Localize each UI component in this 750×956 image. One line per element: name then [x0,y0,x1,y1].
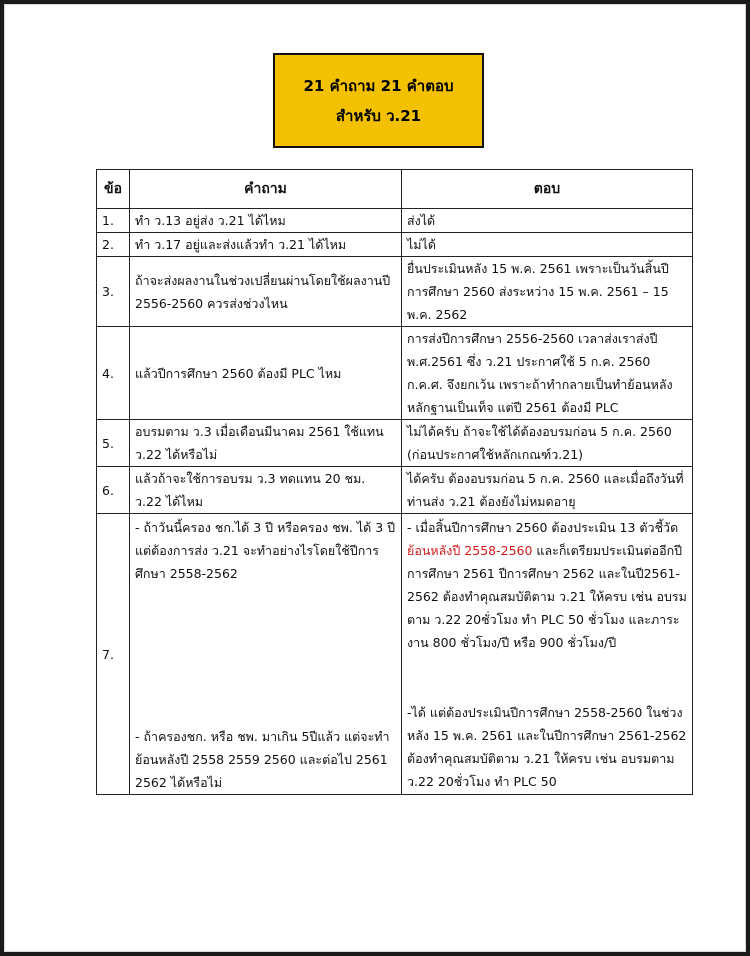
row-question [130,514,402,795]
row-number: 6. [97,467,130,514]
row-number: 5. [97,420,130,467]
answer-part-1 [407,516,687,654]
row-question: แล้วปีการศึกษา 2560 ต้องมี PLC ไหม [130,327,402,420]
row-number: 3. [97,257,130,327]
table-row [97,233,693,257]
row-number: 7. [97,514,130,795]
header-question: คำถาม [130,170,402,209]
row-answer: การส่งปีการศึกษา 2556-2560 เวลาส่งเราส่งปี พ.ศ.2561 ซึ่ง ว.21 ประกาศใช้ 5 ก.ค. 2560 ก.ค.ศ. จึงยกเว้น เพราะถ้าทำกลายเป็นทำย้อนหลังหลักฐานเป็นเท็จ แต่ปี 2561 ต้องมี PLC [402,327,693,420]
table-row [97,467,693,514]
title-box [273,53,484,148]
table-row [97,257,693,327]
table-row [97,209,693,233]
table-row [97,514,693,795]
row-number: 4. [97,327,130,420]
row-answer: ยื่นประเมินหลัง 15 พ.ค. 2561 เพราะเป็นวันสิ้นปีการศึกษา 2560 ส่งระหว่าง 15 พ.ค. 2561 – 15 พ.ค. 2562 [402,257,693,327]
row-answer [402,514,693,795]
spacer [407,654,687,701]
row-answer: ได้ครับ ต้องอบรมก่อน 5 ก.ค. 2560 และเมื่อถึงวันที่ท่านส่ง ว.21 ต้องยังไม่หมดอายุ [402,467,693,514]
row-answer: ไม่ได้ [402,233,693,257]
answer-text: - เมื่อสิ้นปีการศึกษา 2560 ต้องประเมิน 13 ตัวชี้วัด [407,520,679,535]
row-question: อบรมตาม ว.3 เมื่อเดือนมีนาคม 2561 ใช้แทน ว.22 ได้หรือไม่ [130,420,402,467]
spacer [135,585,396,725]
header-answer: ตอบ [402,170,693,209]
table-row [97,420,693,467]
row-question: ถ้าจะส่งผลงานในช่วงเปลี่ยนผ่านโดยใช้ผลงานปี 2556-2560 ควรส่งช่วงไหน [130,257,402,327]
row-answer: ส่งได้ [402,209,693,233]
row-question: ทำ ว.17 อยู่และส่งแล้วทำ ว.21 ได้ไหม [130,233,402,257]
question-part-1: - ถ้าวันนี้ครอง ชก.ได้ 3 ปี หรือครอง ชพ. ได้ 3 ปี แต่ต้องการส่ง ว.21 จะทำอย่างไรโดยใช้ปีการศึกษา 2558-2562 [135,520,396,581]
title-line-2: สำหรับ ว.21 [335,106,422,125]
table-header-row [97,170,693,209]
row-question: แล้วถ้าจะใช้การอบรม ว.3 ทดแทน 20 ชม. ว.22 ได้ไหม [130,467,402,514]
table-row [97,327,693,420]
qa-table [96,169,693,795]
question-part-2: - ถ้าครองชก. หรือ ชพ. มาเกิน 5ปีแล้ว แต่จะทำย้อนหลังปี 2558 2559 2560 และต่อไป 2561 2562 ได้หรือไม่ [135,729,390,790]
row-number: 2. [97,233,130,257]
title-line-1: 21 คำถาม 21 คำตอบ [303,76,454,95]
document-page [4,4,746,952]
row-question: ทำ ว.13 อยู่ส่ง ว.21 ได้ไหม [130,209,402,233]
answer-part-2: -ได้ แต่ต้องประเมินปีการศึกษา 2558-2560 ในช่วงหลัง 15 พ.ค. 2561 และในปีการศึกษา 2561-2562 ต้องทำคุณสมบัติตาม ว.21 ให้ครบ เช่น อบรมตาม ว.22 20ชั่วโมง ทำ PLC 50 [407,705,687,789]
row-number: 1. [97,209,130,233]
answer-text: และก็เตรียมประเมินต่ออีกปีการศึกษา 2561 ปีการศึกษา 2562 และในปี2561-2562 ต้องทำคุณสมบัติตาม ว.21 ให้ครบ เช่น อบรมตาม ว.22 20ชั่วโมง ทำ PLC 50 ชั่วโมง และภาระงาน 800 ชั่วโมง/ปี หรือ 900 ชั่วโมง/ปี [407,543,687,650]
highlighted-text: ย้อนหลังปี 2558-2560 [407,543,533,558]
header-no: ข้อ [97,170,130,209]
row-answer: ไม่ได้ครับ ถ้าจะใช้ได้ต้องอบรมก่อน 5 ก.ค. 2560 (ก่อนประกาศใช้หลักเกณฑ์ว.21) [402,420,693,467]
